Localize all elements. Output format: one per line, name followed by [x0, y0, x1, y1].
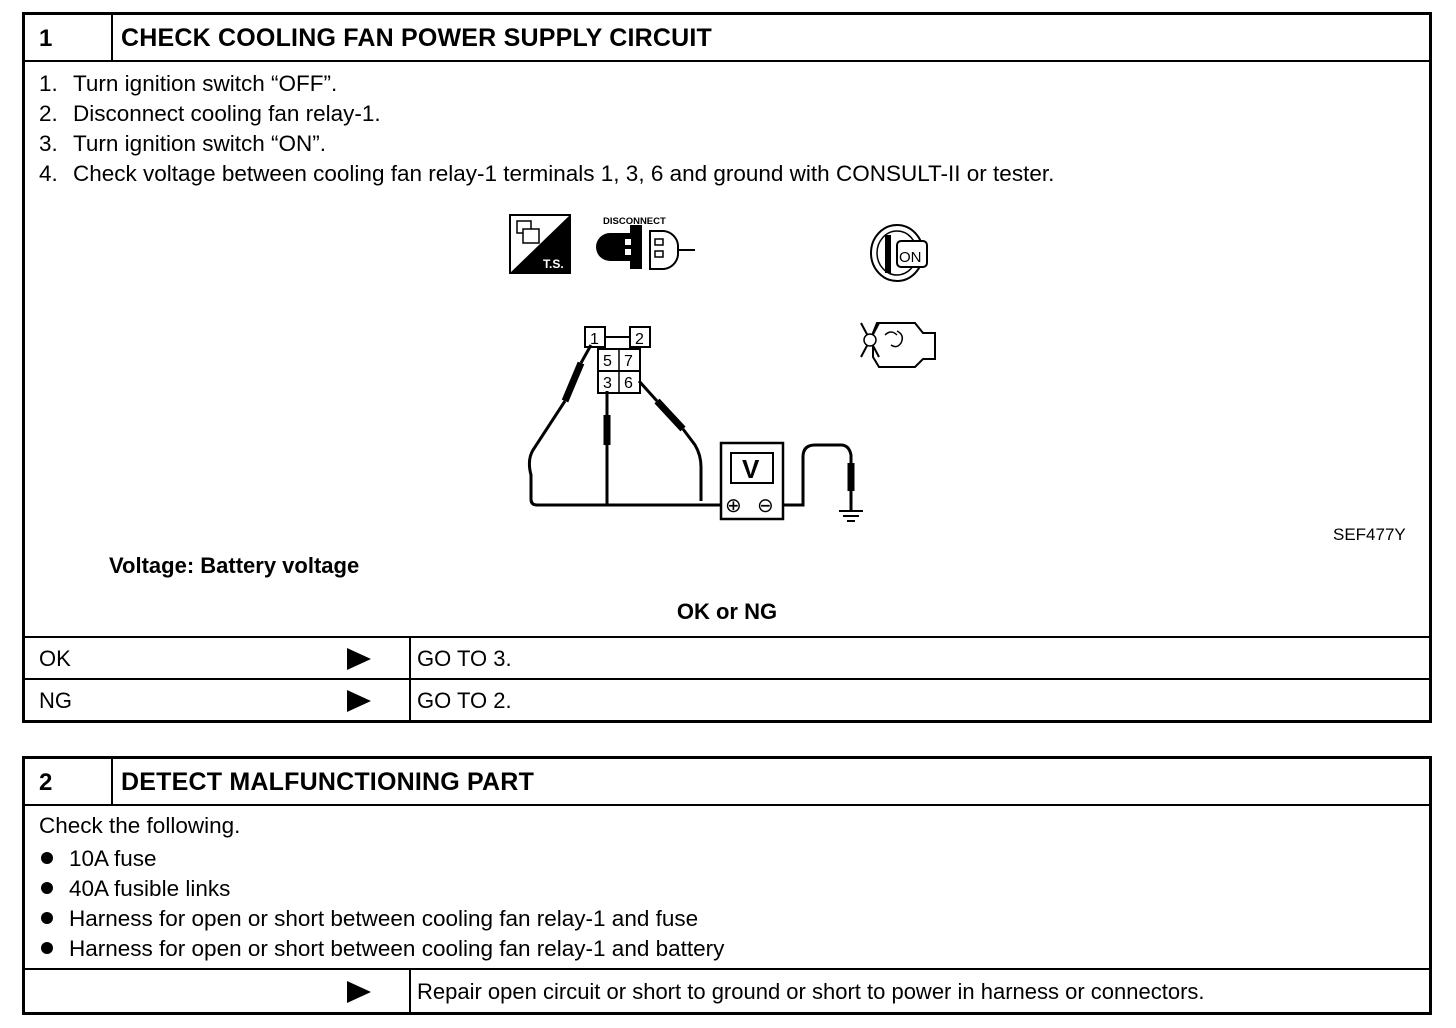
- step-2-number: 2: [25, 759, 113, 804]
- terminal-3: 3: [603, 375, 612, 392]
- result-label: OK: [39, 646, 71, 671]
- spec-voltage: Voltage: Battery voltage: [109, 553, 360, 578]
- engine-off-icon: [861, 323, 935, 367]
- check-intro: Check the following.: [39, 813, 241, 838]
- check-item: Harness for open or short between cooling fan relay-1 and battery: [41, 934, 724, 964]
- check-item: 10A fuse: [41, 844, 724, 874]
- ignition-key-on-icon: [871, 225, 927, 281]
- result-row-ng: [25, 678, 1429, 720]
- test-symbol-icon: [510, 215, 570, 273]
- result-action: GO TO 2.: [409, 680, 512, 720]
- procedure-step: 4. Check voltage between cooling fan relay-1 terminals 1, 3, 6 and ground with CONSULT-II or tester.: [39, 161, 1055, 186]
- step-2-header: [25, 759, 1429, 806]
- ts-label: T.S.: [543, 257, 564, 271]
- result-label: NG: [39, 688, 72, 713]
- procedure-step: 2. Disconnect cooling fan relay-1.: [39, 101, 381, 126]
- bullet-icon: [41, 912, 53, 924]
- terminal-7: 7: [624, 353, 633, 370]
- result-row-ok: [25, 636, 1429, 678]
- step-1-panel: [22, 12, 1432, 723]
- voltmeter-icon: [721, 443, 783, 519]
- step-2-panel: [22, 756, 1432, 1015]
- step-1-title: CHECK COOLING FAN POWER SUPPLY CIRCUIT: [121, 24, 712, 52]
- key-on-label: ON: [899, 249, 922, 266]
- arrow-right-icon: [347, 981, 371, 1003]
- terminal-1: 1: [590, 331, 599, 348]
- figure-code: SEF477Y: [1333, 525, 1406, 544]
- result-action: GO TO 3.: [409, 638, 512, 678]
- check-item: 40A fusible links: [41, 874, 724, 904]
- terminal-5: 5: [603, 353, 612, 370]
- result-heading: OK or NG: [676, 599, 778, 624]
- terminal-6: 6: [624, 375, 633, 392]
- procedure-step: 1. Turn ignition switch “OFF”.: [39, 71, 338, 96]
- meter-v-label: V: [742, 454, 760, 484]
- ground-icon: [839, 511, 863, 521]
- bullet-icon: [41, 882, 53, 894]
- arrow-right-icon: [347, 648, 371, 670]
- step-2-title: DETECT MALFUNCTIONING PART: [121, 768, 535, 796]
- terminal-2: 2: [635, 331, 644, 348]
- bullet-icon: [41, 852, 53, 864]
- result-row-repair: [25, 968, 1429, 1012]
- disconnect-connector-icon: [596, 216, 695, 269]
- check-item: Harness for open or short between cooling fan relay-1 and fuse: [41, 904, 724, 934]
- procedure-step: 3. Turn ignition switch “ON”.: [39, 131, 326, 156]
- bullet-icon: [41, 942, 53, 954]
- voltage-check-diagram: [485, 205, 985, 545]
- disconnect-label: DISCONNECT: [603, 216, 666, 227]
- probe-leads: [529, 345, 851, 511]
- step-1-number: 1: [25, 15, 113, 60]
- meter-minus: ⊖: [757, 495, 774, 517]
- check-list: [41, 844, 724, 964]
- meter-plus: ⊕: [725, 495, 742, 517]
- procedure-list: [39, 69, 1054, 189]
- step-1-header: [25, 15, 1429, 62]
- arrow-right-icon: [347, 690, 371, 712]
- result-action: Repair open circuit or short to ground or short to power in harness or connectors.: [409, 970, 1205, 1012]
